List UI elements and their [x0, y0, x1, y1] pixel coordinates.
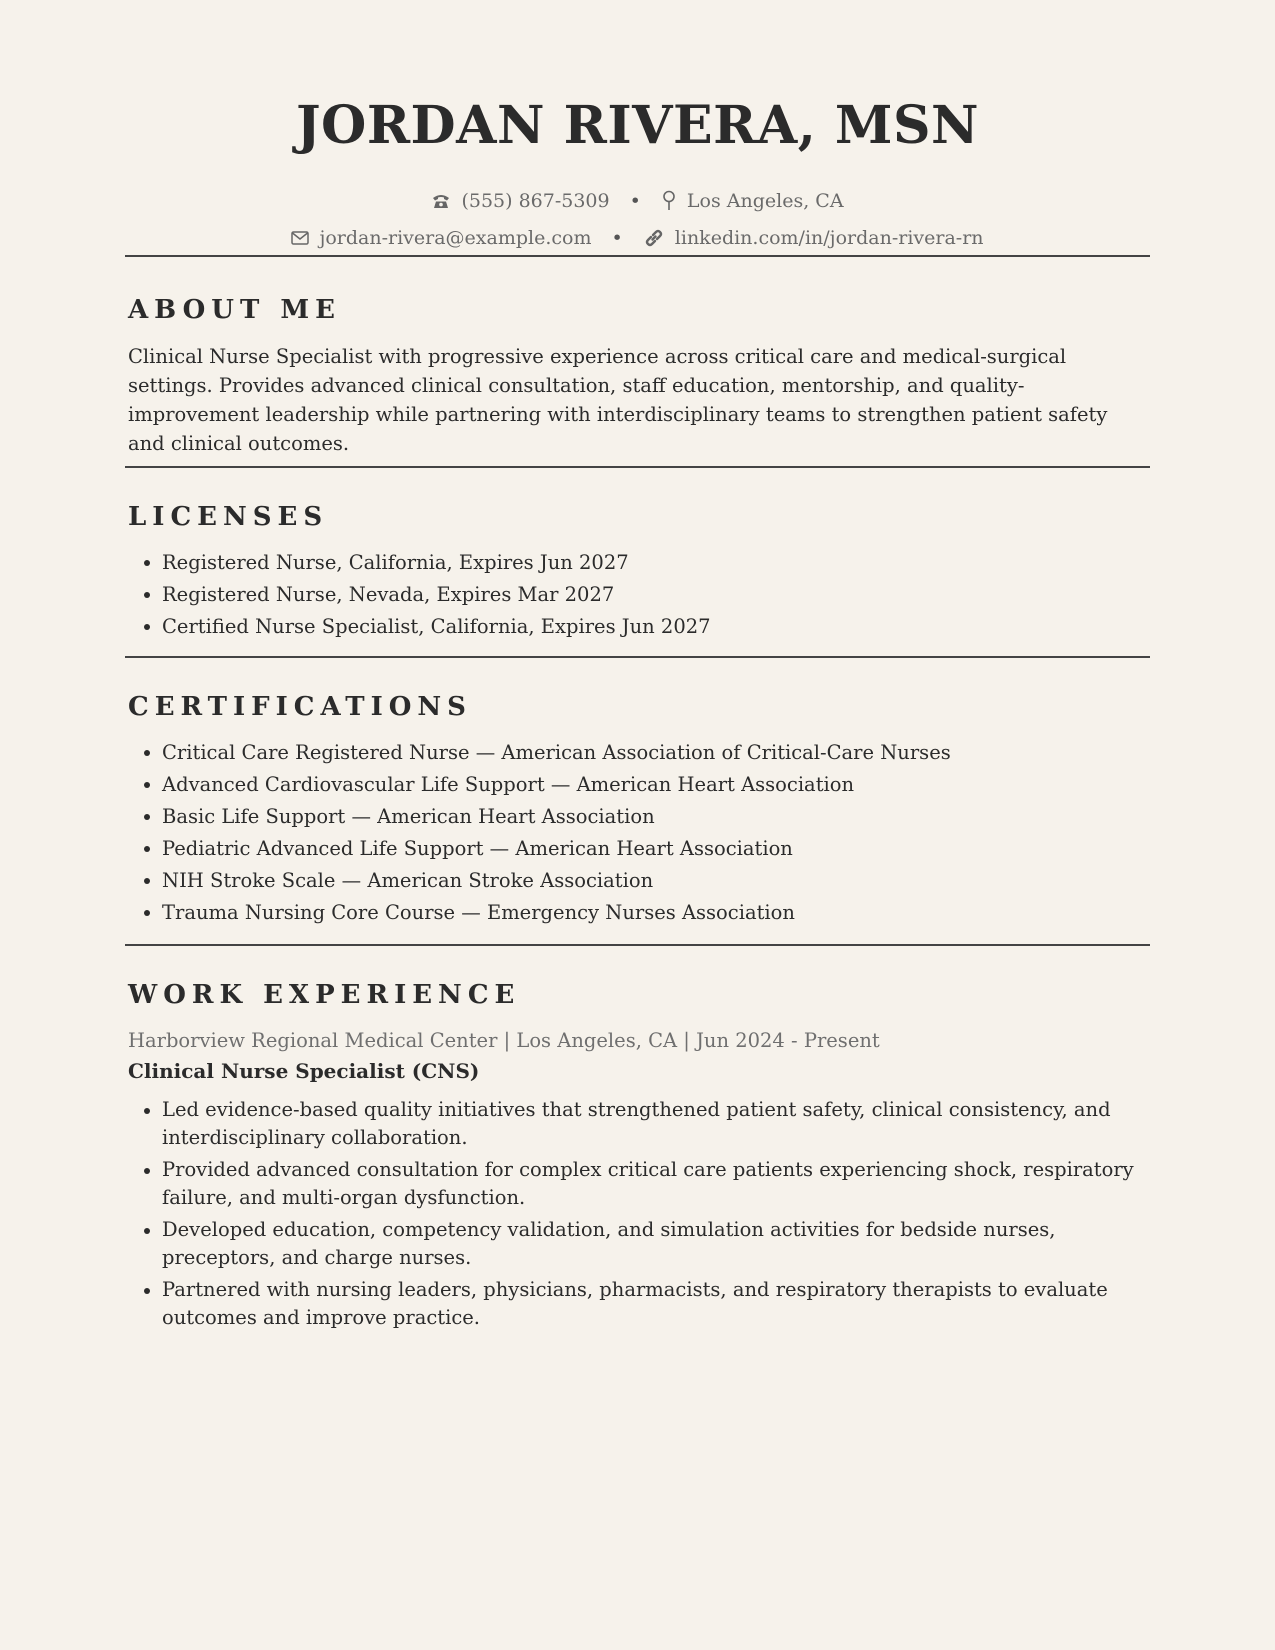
licenses-heading: LICENSES — [128, 502, 329, 532]
certification-item: Basic Life Support — American Heart Association — [128, 801, 1143, 833]
job-bullets — [128, 1096, 1143, 1336]
location-pin-icon — [661, 190, 677, 212]
email-address[interactable]: jordan-rivera@example.com — [319, 227, 592, 249]
job-bullet-text: Provided advanced consultation for complex critical care patients experiencing shock, respiratory failure, and multi-organ dysfunction. — [162, 1158, 1134, 1209]
certifications-list — [128, 737, 1143, 929]
job-employer-meta: Harborview Regional Medical Center | Los Angeles, CA | Jun 2024 - Present — [128, 1029, 880, 1052]
certification-item: NIH Stroke Scale — American Stroke Association — [128, 865, 1143, 897]
link-icon — [643, 227, 665, 249]
about-text: Clinical Nurse Specialist with progressive experience across critical care and medical-surgical settings. Provides advanced clinical consultation, staff education, mentorship, and quality-improvement leadership while partnering with interdisciplinary teams to strengthen patient safety and clinical outcomes. — [128, 345, 1108, 455]
contact-row-2 — [125, 222, 1150, 253]
contact-row-1 — [125, 185, 1150, 216]
email-contact[interactable] — [291, 223, 591, 253]
job-bullet-text: Developed education, competency validation, and simulation activities for bedside nurses, preceptors, and charge nurses. — [162, 1218, 1056, 1269]
about-heading: ABOUT ME — [128, 295, 341, 325]
licenses-list — [128, 547, 1143, 643]
job-bullet — [128, 1216, 1143, 1272]
experience-heading: WORK EXPERIENCE — [128, 980, 521, 1010]
candidate-name: JORDAN RIVERA, MSN — [295, 95, 980, 156]
contact-separator: • — [629, 190, 641, 212]
section-divider — [125, 656, 1150, 658]
email-icon — [291, 231, 309, 245]
certification-item: Trauma Nursing Core Course — Emergency Nurses Association — [128, 897, 1143, 929]
section-divider — [125, 944, 1150, 946]
certifications-heading: CERTIFICATIONS — [128, 692, 472, 722]
location-text: Los Angeles, CA — [686, 190, 844, 212]
certification-item: Pediatric Advanced Life Support — American Heart Association — [128, 833, 1143, 865]
job-bullet-text: Led evidence-based quality initiatives that strengthened patient safety, clinical consistency, and interdisciplinary collaboration. — [162, 1098, 1111, 1149]
job-bullet-text: Partnered with nursing leaders, physicians, pharmacists, and respiratory therapists to evaluate outcomes and improve practice. — [162, 1278, 1108, 1329]
job-bullet — [128, 1156, 1143, 1212]
header-divider — [125, 255, 1150, 257]
job-role-title: Clinical Nurse Specialist (CNS) — [128, 1059, 480, 1083]
location-contact — [661, 186, 844, 216]
phone-icon — [431, 192, 451, 210]
linkedin-url[interactable]: linkedin.com/in/jordan-rivera-rn — [674, 227, 984, 249]
certification-item: Critical Care Registered Nurse — American Association of Critical-Care Nurses — [128, 737, 1143, 769]
license-item: Registered Nurse, California, Expires Jun 2027 — [128, 547, 1143, 579]
job-bullet — [128, 1096, 1143, 1152]
license-item: Certified Nurse Specialist, California, Expires Jun 2027 — [128, 611, 1143, 643]
license-item: Registered Nurse, Nevada, Expires Mar 2027 — [128, 579, 1143, 611]
contact-separator: • — [611, 227, 623, 249]
section-divider — [125, 466, 1150, 468]
phone-number: (555) 867-5309 — [461, 190, 610, 212]
job-bullet — [128, 1276, 1143, 1332]
phone-contact — [431, 186, 609, 216]
linkedin-contact[interactable] — [643, 223, 984, 253]
certification-item: Advanced Cardiovascular Life Support — American Heart Association — [128, 769, 1143, 801]
